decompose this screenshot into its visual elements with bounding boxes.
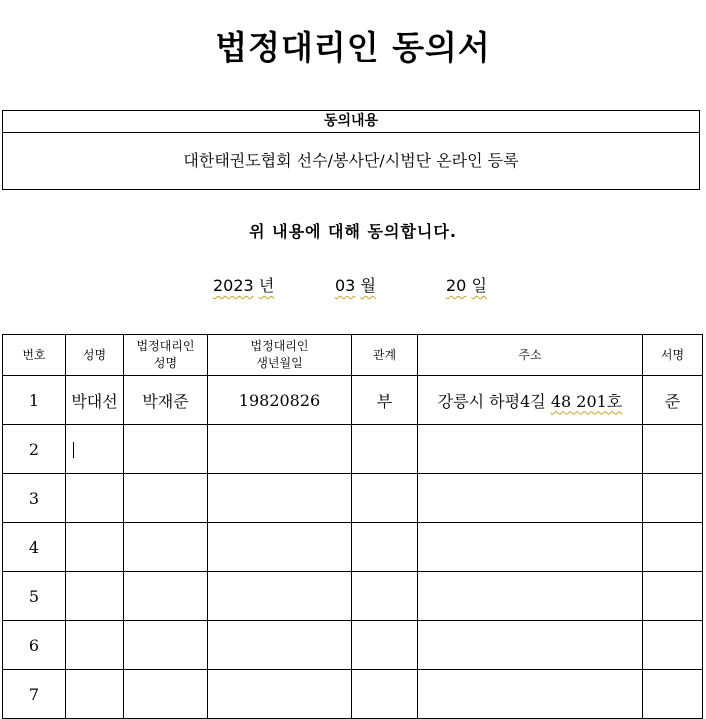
row-no[interactable]: 1 [3, 376, 66, 425]
row-name[interactable] [66, 425, 124, 474]
row-address-suffix: 48 201호 [550, 391, 623, 411]
date-day[interactable] [446, 273, 487, 296]
table-header-row [3, 335, 703, 376]
row-signature[interactable] [643, 621, 703, 670]
row-relation[interactable] [352, 474, 418, 523]
row-name[interactable] [66, 572, 124, 621]
row-relation[interactable]: 부 [352, 376, 418, 425]
header-guardian-birth: 법정대리인 생년월일 [208, 335, 352, 376]
row-no[interactable]: 2 [3, 425, 66, 474]
row-guardian-name[interactable]: 박재준 [124, 376, 208, 425]
row-no[interactable]: 3 [3, 474, 66, 523]
row-signature[interactable]: 준 [643, 376, 703, 425]
row-address[interactable] [418, 425, 643, 474]
date-month[interactable] [335, 273, 376, 296]
row-name[interactable] [66, 474, 124, 523]
header-no: 번호 [3, 335, 66, 376]
row-guardian-birth[interactable] [208, 670, 352, 719]
row-guardian-name[interactable] [124, 425, 208, 474]
header-address: 주소 [418, 335, 643, 376]
row-address[interactable] [418, 572, 643, 621]
row-name[interactable]: 박대선 [66, 376, 124, 425]
row-guardian-birth[interactable] [208, 523, 352, 572]
row-signature[interactable] [643, 425, 703, 474]
row-relation[interactable] [352, 670, 418, 719]
date-month-value: 03 [335, 276, 356, 295]
row-address[interactable] [418, 670, 643, 719]
header-guardian-name: 법정대리인 성명 [124, 335, 208, 376]
row-guardian-birth[interactable] [208, 572, 352, 621]
row-guardian-birth[interactable] [208, 474, 352, 523]
row-relation[interactable] [352, 523, 418, 572]
agree-statement[interactable]: 위 내용에 대해 동의합니다. [249, 222, 457, 241]
table-row [3, 670, 703, 719]
row-relation[interactable] [352, 572, 418, 621]
date-month-unit: 월 [360, 276, 376, 295]
date-year-value: 2023 [213, 276, 254, 295]
row-signature[interactable] [643, 670, 703, 719]
row-address[interactable] [418, 523, 643, 572]
row-signature[interactable] [643, 572, 703, 621]
row-guardian-name[interactable] [124, 474, 208, 523]
document-title: 법정대리인 동의서 [215, 28, 491, 67]
table-row [3, 523, 703, 572]
row-no[interactable]: 5 [3, 572, 66, 621]
date-day-value: 20 [446, 276, 467, 295]
row-address[interactable] [418, 376, 643, 425]
row-guardian-name[interactable] [124, 621, 208, 670]
row-signature[interactable] [643, 474, 703, 523]
row-address[interactable] [418, 474, 643, 523]
date-day-unit: 일 [471, 276, 487, 295]
header-name: 성명 [66, 335, 124, 376]
row-name[interactable] [66, 670, 124, 719]
table-row [3, 572, 703, 621]
row-address[interactable] [418, 621, 643, 670]
table-row [3, 474, 703, 523]
consent-body[interactable]: 대한태권도협회 선수/봉사단/시범단 온라인 등록 [183, 151, 519, 170]
row-name[interactable] [66, 621, 124, 670]
consent-box [2, 110, 700, 190]
row-relation[interactable] [352, 621, 418, 670]
row-guardian-birth[interactable] [208, 425, 352, 474]
table-row [3, 425, 703, 474]
row-relation[interactable] [352, 425, 418, 474]
row-no[interactable]: 4 [3, 523, 66, 572]
row-name[interactable] [66, 523, 124, 572]
row-address-prefix: 강릉시 하평4길 [437, 391, 551, 411]
row-no[interactable]: 7 [3, 670, 66, 719]
table-row [3, 621, 703, 670]
row-signature[interactable] [643, 523, 703, 572]
row-guardian-name[interactable] [124, 670, 208, 719]
row-guardian-birth[interactable]: 19820826 [208, 376, 352, 425]
table-row [3, 376, 703, 425]
text-cursor [73, 442, 74, 458]
row-no[interactable]: 6 [3, 621, 66, 670]
header-relation: 관계 [352, 335, 418, 376]
row-guardian-name[interactable] [124, 523, 208, 572]
row-guardian-birth[interactable] [208, 621, 352, 670]
row-guardian-name[interactable] [124, 572, 208, 621]
date-year-unit: 년 [258, 276, 275, 295]
header-signature: 서명 [643, 335, 703, 376]
guardian-table [2, 334, 703, 719]
date-year[interactable] [213, 273, 274, 296]
consent-header: 동의내용 [3, 111, 699, 133]
